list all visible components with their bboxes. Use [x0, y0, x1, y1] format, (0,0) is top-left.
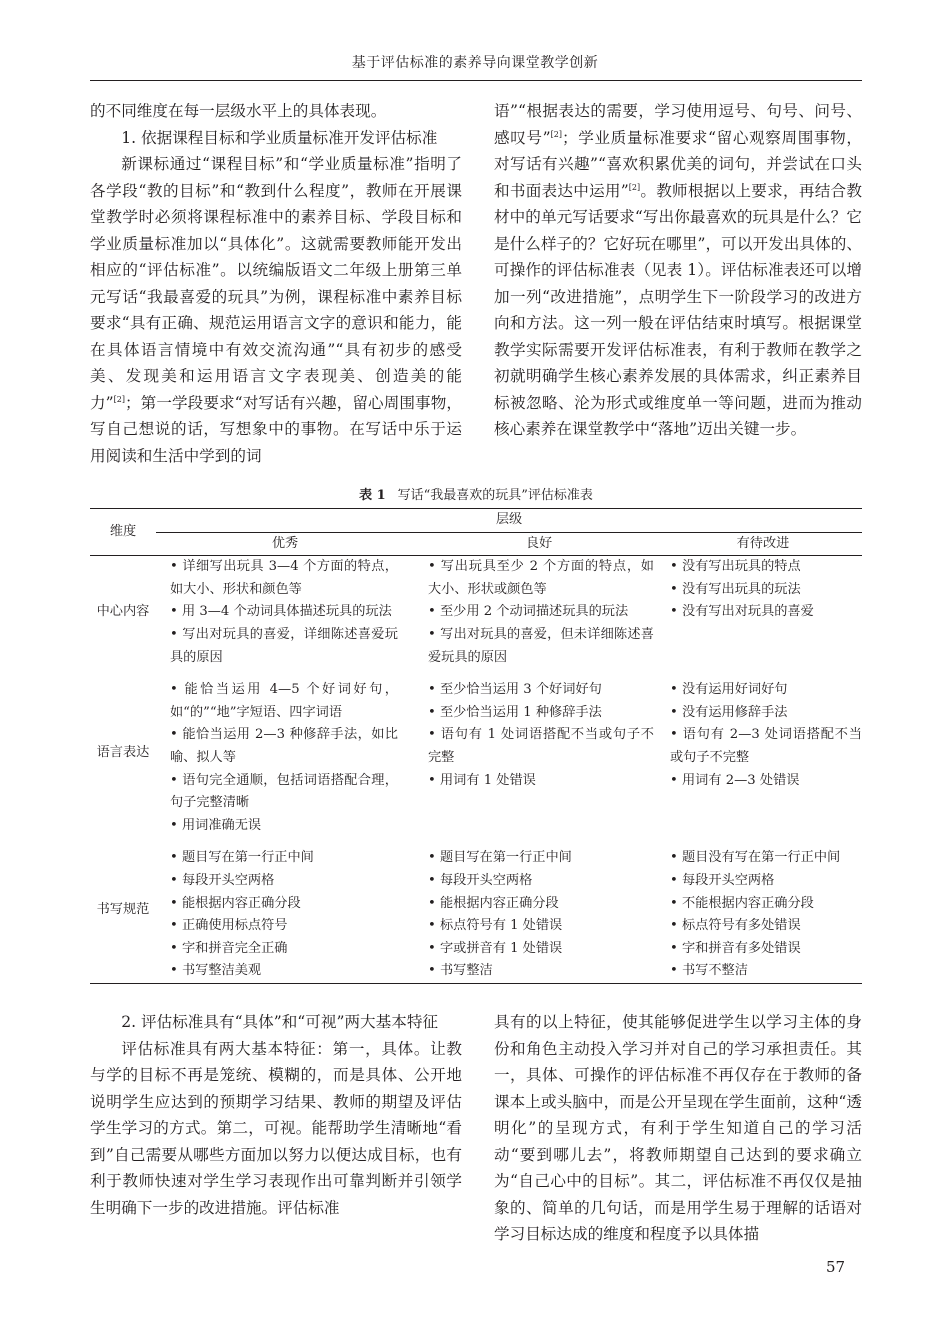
table-caption-label: 表 1	[359, 488, 386, 503]
criterion-item: • 每段开头空两格	[670, 872, 775, 888]
criterion-item: • 能根据内容正确分段	[170, 895, 301, 911]
dimension-cell: 语言表达	[96, 744, 150, 760]
criterion-item: • 至少恰当运用 3 个好词好句	[428, 682, 602, 698]
criterion-item: • 书写不整洁	[670, 963, 748, 979]
criterion-item: • 写出对玩具的喜爱，但未详细陈述喜爱玩具的原因	[428, 626, 654, 665]
criterion-item: • 字和拼音完全正确	[170, 940, 288, 956]
bottom-right-column	[494, 1009, 862, 1248]
header-level-improve: 有待改进	[664, 532, 862, 556]
criterion-item: • 字和拼音有多处错误	[670, 940, 801, 956]
criterion-item: • 能根据内容正确分段	[428, 895, 559, 911]
dimension-cell: 中心内容	[96, 604, 150, 620]
improve-cell	[664, 556, 862, 669]
criterion-item: • 用词有 2—3 处错误	[670, 772, 800, 788]
paragraph-1-text-b: ；第一学段要求“对写话有兴趣，留心周围事物，写自己想说的话，写想象中的事物。在写话中乐于运用阅读和生活中学到的词	[90, 393, 462, 465]
criterion-item: • 题目没有写在第一行正中间	[670, 850, 841, 866]
criterion-item: • 用 3—4 个动词具体描述玩具的玩法	[170, 604, 392, 620]
header-level: 层级	[156, 509, 862, 533]
top-left-column	[90, 98, 462, 469]
table-caption-title: 写话“我最喜欢的玩具”评估标准表	[397, 488, 593, 503]
paragraph-text-a: 语”“根据表达的需要，学习使用逗号、句号、问号、感叹号”	[494, 102, 862, 147]
section-heading-1: 1. 依据课程目标和学业质量标准开发评估标准	[121, 128, 438, 147]
criterion-item: • 没有运用好词好句	[670, 682, 788, 698]
criterion-item: • 至少恰当运用 1 种修辞手法	[428, 704, 602, 720]
paragraph-1-continued	[494, 98, 862, 443]
criterion-item: • 正确使用标点符号	[170, 918, 288, 934]
page-number: 57	[826, 1258, 846, 1276]
header-level-excellent: 优秀	[156, 532, 414, 556]
section-heading-2: 2. 评估标准具有“具体”和“可视”两大基本特征	[121, 1013, 439, 1031]
improve-cell	[664, 669, 862, 837]
top-right-column	[494, 98, 862, 443]
improve-cell	[664, 837, 862, 983]
criterion-item: • 书写整洁美观	[170, 963, 262, 979]
criterion-item: • 用词有 1 处错误	[428, 772, 536, 788]
excellent-cell	[156, 669, 414, 837]
criterion-item: • 字或拼音有 1 处错误	[428, 940, 563, 956]
criterion-item: • 没有写出玩具的特点	[670, 559, 801, 575]
criterion-item: • 每段开头空两格	[428, 872, 533, 888]
excellent-cell	[156, 556, 414, 669]
citation-ref: [2]	[550, 129, 562, 139]
paragraph-2: 评估标准具有两大基本特征：第一，具体。让教与学的目标不再是笼统、模糊的，而是具体、公开地说明学生应达到的预期学习结果、教师的期望及评估学生学习的方式。第二，可视。能帮助学生清晰地“看到”自己需要从哪些方面加以努力以便达成目标，也有利于教师快速对学生学习表现作出可靠判断并引领学生明确下一步的改进措施。评估标准	[90, 1039, 462, 1217]
good-cell	[414, 837, 664, 983]
criterion-item: • 写出对玩具的喜爱，详细陈述喜爱玩具的原因	[170, 626, 398, 665]
table-row	[90, 669, 862, 837]
criterion-item: • 没有写出对玩具的喜爱	[670, 604, 814, 620]
criterion-item: • 能恰当运用 2—3 种修辞手法，如比喻、拟人等	[170, 727, 398, 765]
criterion-item: • 详细写出玩具 3—4 个方面的特点，如大小、形状和颜色等	[170, 559, 398, 597]
table-caption	[90, 484, 862, 503]
bottom-left-column	[90, 1009, 462, 1221]
criterion-item: • 书写整洁	[428, 963, 493, 979]
paragraph-continued: 的不同维度在每一层级水平上的具体表现。	[90, 102, 387, 120]
citation-ref: [2]	[628, 182, 641, 192]
header-dimension: 维度	[90, 509, 156, 556]
paragraph-2-continued: 具有的以上特征，使其能够促进学生以学习主体的身份和角色主动投入学习并对自己的学习承担责任。其一，具体、可操作的评估标准不再仅存在于教师的备课本上或头脑中，而是公开呈现在学生面前，这种“透明化”的呈现方式，有利于学生知道自己的学习活动“要到哪儿去”，将教师期望自己达到的要求确立为“自己心中的目标”。其二，评估标准不再仅仅是抽象的、简单的几句话，而是用学生易于理解的话语对学习目标达成的维度和程度予以具体描	[494, 1013, 862, 1243]
criterion-item: • 没有运用修辞手法	[670, 704, 788, 720]
criterion-item: • 写出玩具至少 2 个方面的特点，如大小、形状或颜色等	[428, 559, 654, 597]
excellent-cell	[156, 837, 414, 983]
table-row	[90, 556, 862, 669]
criterion-item: • 能恰当运用 4—5 个好词好句，如“的”“地”字短语、四字词语	[170, 682, 398, 720]
table-row	[90, 837, 862, 983]
criterion-item: • 至少用 2 个动词描述玩具的玩法	[428, 604, 629, 620]
criterion-item: • 题目写在第一行正中间	[428, 850, 572, 866]
paragraph-text-b: ；学业质量标准要求“留心观察周围事物，对写话有兴趣”“喜欢积累优美的词句，并尝试在口头和书面表达中运用”	[494, 128, 862, 200]
header-level-good: 良好	[414, 532, 664, 556]
criterion-item: • 每段开头空两格	[170, 872, 275, 888]
dimension-cell: 书写规范	[90, 837, 156, 983]
paragraph-text-c: 。教师根据以上要求，再结合教材中的单元写话要求“写出你最喜欢的玩具是什么？它是什么样子的？它好玩在哪里”，可以开发出具体的、可操作的评估标准表（见表 1）。评估标准表还可以增加一列“改进措施”，点明学生下一阶段学习的改进方向和方法。这一列一般在评估结束时填写。根据课堂教学实际需要开发评估标准表，有利于教师在教学之初就明确学生核心素养发展的具体需求，纠正素养目标被忽略、沦为形式或维度单一等问题，进而为推动核心素养在课堂教学中“落地”迈出关键一步。	[494, 181, 862, 438]
criterion-item: • 不能根据内容正确分段	[670, 895, 814, 911]
criterion-item: • 用词准确无误	[170, 817, 262, 833]
criterion-item: • 没有写出玩具的玩法	[670, 581, 801, 597]
criterion-item: • 语句有 2—3 处词语搭配不当或句子不完整	[670, 727, 862, 765]
evaluation-standard-table	[90, 508, 862, 984]
criterion-item: • 语句完全通顺，包括词语搭配合理，句子完整清晰	[170, 772, 398, 811]
criterion-item: • 语句有 1 处词语搭配不当或句子不完整	[428, 727, 654, 765]
paragraph-1-text-a: 新课标通过“课程目标”和“学业质量标准”指明了各学段“教的目标”和“教到什么程度”，教师在开展课堂教学时必须将课程标准中的素养目标、学段目标和学业质量标准加以“具体化”。这就需要教师能开发出相应的“评估标准”。以统编版语文二年级上册第三单元写话“我最喜爱的玩具”为例，课程标准中素养目标要求“具有正确、规范运用语言文字的意识和能力，能在具体语言情境中有效交流沟通”“具有初步的感受美、发现美和运用语言文字表现美、创造美的能力”	[90, 155, 462, 412]
running-header: 基于评估标准的素养导向课堂教学创新	[351, 55, 599, 71]
good-cell	[414, 669, 664, 837]
criterion-item: • 标点符号有 1 处错误	[428, 918, 563, 934]
good-cell	[414, 556, 664, 669]
criterion-item: • 题目写在第一行正中间	[170, 850, 314, 866]
paragraph-1	[90, 151, 462, 469]
criterion-item: • 标点符号有多处错误	[670, 918, 801, 934]
citation-ref: [2]	[113, 394, 125, 404]
header-rule	[90, 80, 862, 81]
